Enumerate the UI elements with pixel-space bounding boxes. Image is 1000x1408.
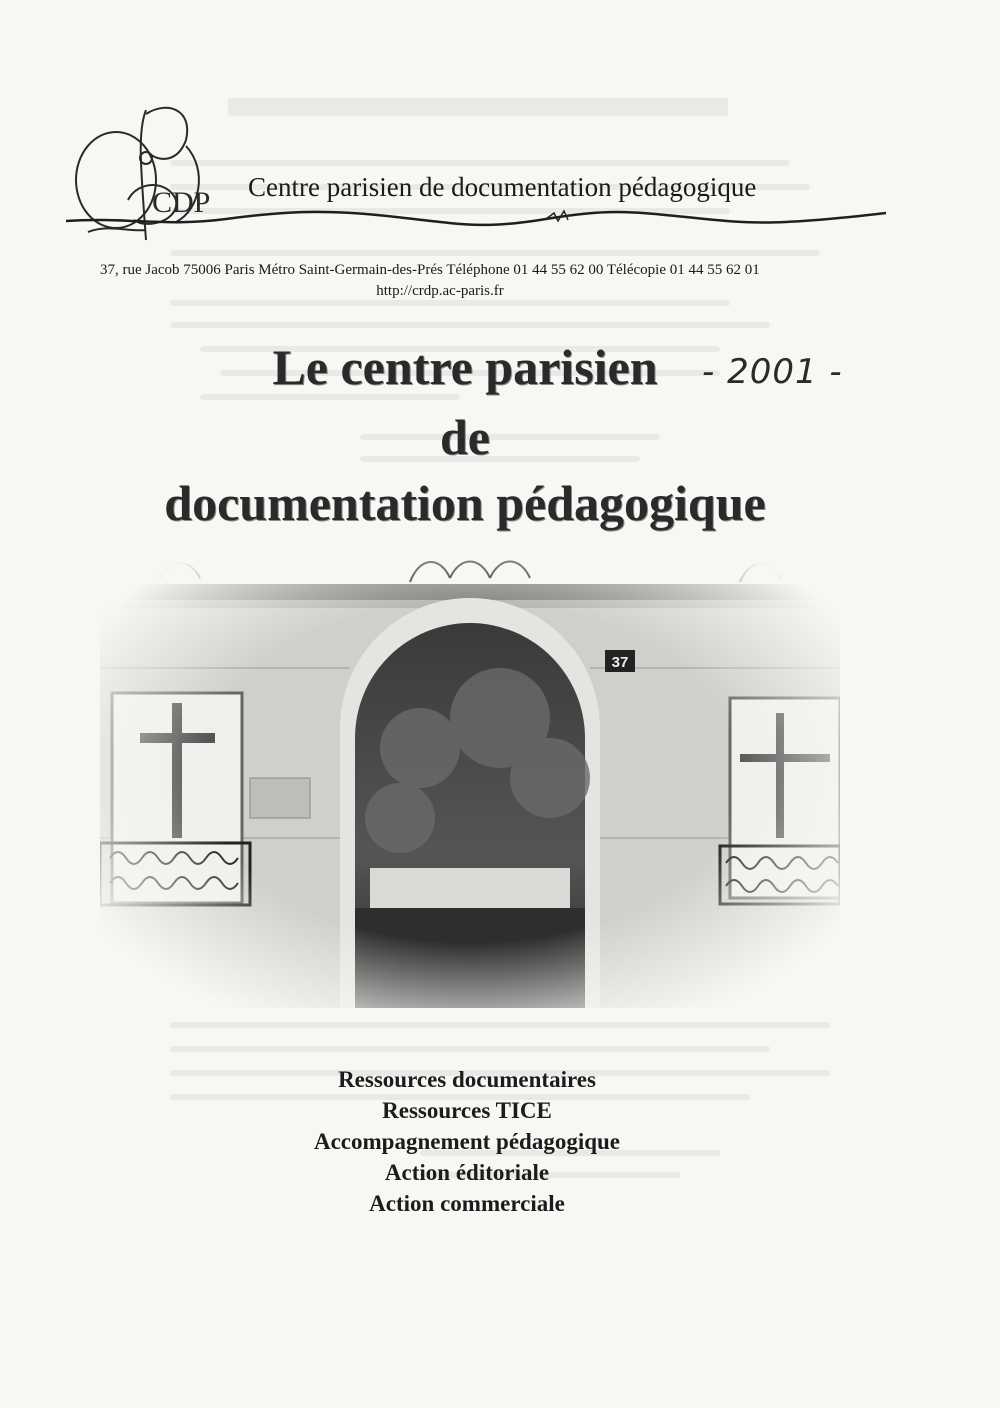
service-item: Ressources TICE: [382, 1098, 552, 1123]
logo-letters: CDP: [152, 186, 211, 219]
title-line-1: Le centre parisien: [272, 339, 658, 395]
service-item: Action éditoriale: [384, 1160, 550, 1185]
organization-name: Centre parisien de documentation pédagogique: [248, 172, 757, 202]
title-line-2: de: [440, 409, 490, 465]
decorative-underline: [66, 205, 886, 235]
handwritten-year-annotation: - 2001 -: [702, 352, 843, 392]
service-item: Ressources documentaires: [338, 1067, 596, 1092]
building-entrance-photo: [100, 538, 840, 1008]
title-line-3: documentation pédagogique: [164, 475, 766, 531]
service-item: Action commerciale: [369, 1191, 565, 1216]
services-list: [0, 1064, 934, 1219]
address-line: 37, rue Jacob 75006 Paris Métro Saint-Germain-des-Prés Téléphone 01 44 55 62 00 Télécopie 01 44 55 62 01: [100, 262, 760, 278]
website-url: http://crdp.ac-paris.fr: [376, 283, 504, 299]
service-item: Accompagnement pédagogique: [313, 1129, 621, 1154]
